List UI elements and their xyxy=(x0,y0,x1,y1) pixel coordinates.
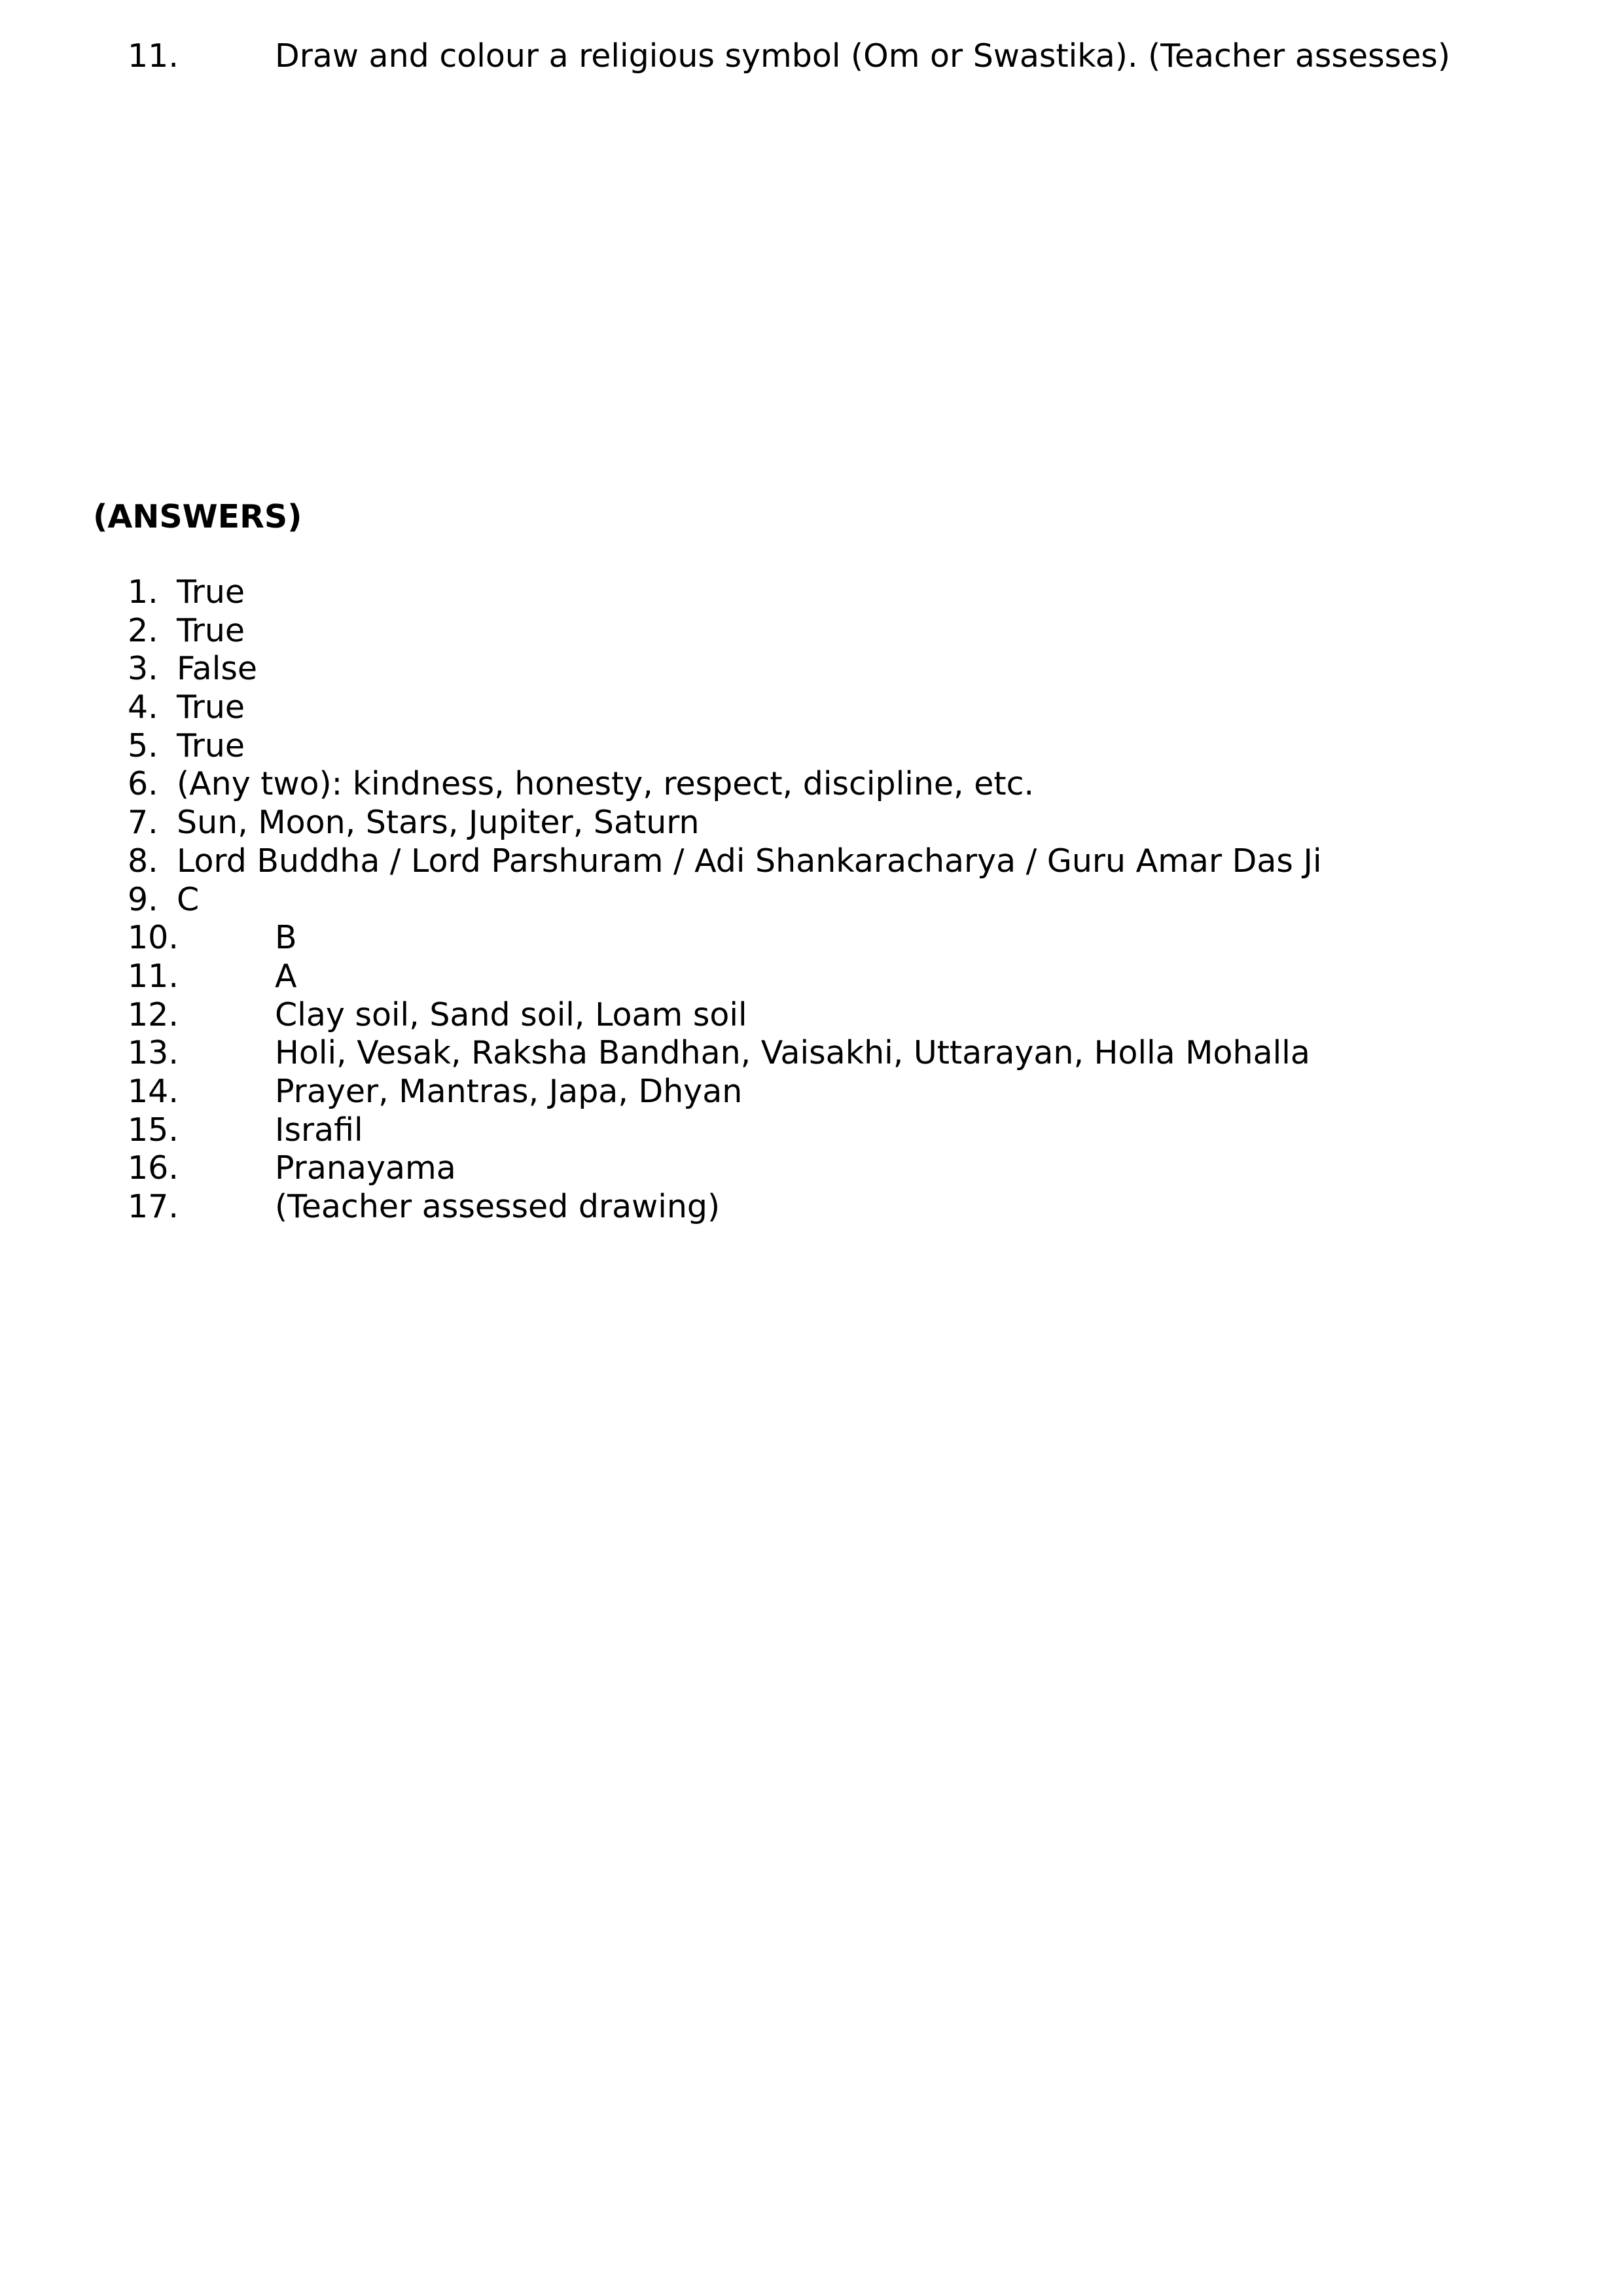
answer-number: 14. xyxy=(128,1072,179,1110)
answer-text: B xyxy=(275,919,297,957)
answer-item xyxy=(0,612,1623,651)
answer-text: (Teacher assessed drawing) xyxy=(275,1188,721,1225)
answer-item xyxy=(0,650,1623,689)
answer-number: 1. xyxy=(128,573,158,611)
answer-text: False xyxy=(177,650,258,688)
answer-item xyxy=(0,765,1623,804)
answer-text: A xyxy=(275,957,297,995)
answer-text: (Any two): kindness, honesty, respect, discipline, etc. xyxy=(177,765,1035,803)
answer-number: 15. xyxy=(128,1111,179,1149)
answer-item xyxy=(0,996,1623,1035)
answer-item xyxy=(0,842,1623,881)
answer-item xyxy=(0,804,1623,842)
question-text: Draw and colour a religious symbol (Om or Swastika). (Teacher assesses) xyxy=(275,37,1450,75)
answer-item xyxy=(0,958,1623,996)
answer-number: 7. xyxy=(128,804,158,842)
answer-number: 5. xyxy=(128,726,158,764)
answer-item xyxy=(0,881,1623,920)
answer-text: True xyxy=(177,611,245,649)
answer-item xyxy=(0,689,1623,727)
answer-text: Clay soil, Sand soil, Loam soil xyxy=(275,996,747,1033)
answer-number: 10. xyxy=(128,919,179,957)
answer-text: True xyxy=(177,573,245,611)
answer-number: 2. xyxy=(128,611,158,649)
question-item xyxy=(0,35,1623,77)
answer-number: 6. xyxy=(128,765,158,803)
answer-text: True xyxy=(177,726,245,764)
answer-item xyxy=(0,573,1623,612)
answer-item xyxy=(0,1188,1623,1227)
answer-item xyxy=(0,727,1623,766)
answer-item xyxy=(0,919,1623,958)
answers-list xyxy=(0,573,1623,1227)
answer-number: 4. xyxy=(128,689,158,726)
answer-number: 8. xyxy=(128,842,158,880)
answer-number: 17. xyxy=(128,1188,179,1225)
answer-item xyxy=(0,1073,1623,1111)
answer-number: 11. xyxy=(128,957,179,995)
answers-heading: (ANSWERS) xyxy=(93,498,302,535)
answer-number: 16. xyxy=(128,1149,179,1187)
answer-text: C xyxy=(177,880,200,918)
answer-number: 12. xyxy=(128,996,179,1033)
answer-text: Prayer, Mantras, Japa, Dhyan xyxy=(275,1072,743,1110)
answer-item xyxy=(0,1034,1623,1073)
answer-text: Pranayama xyxy=(275,1149,456,1187)
answer-item xyxy=(0,1111,1623,1150)
answer-number: 3. xyxy=(128,650,158,688)
answer-text: Lord Buddha / Lord Parshuram / Adi Shankaracharya / Guru Amar Das Ji xyxy=(177,842,1322,880)
answer-item xyxy=(0,1149,1623,1188)
answer-number: 13. xyxy=(128,1034,179,1072)
answer-text: True xyxy=(177,689,245,726)
answer-number: 9. xyxy=(128,880,158,918)
answer-text: Israfil xyxy=(275,1111,363,1149)
answer-text: Sun, Moon, Stars, Jupiter, Saturn xyxy=(177,804,700,842)
question-number: 11. xyxy=(128,37,179,75)
answer-text: Holi, Vesak, Raksha Bandhan, Vaisakhi, Uttarayan, Holla Mohalla xyxy=(275,1034,1310,1072)
